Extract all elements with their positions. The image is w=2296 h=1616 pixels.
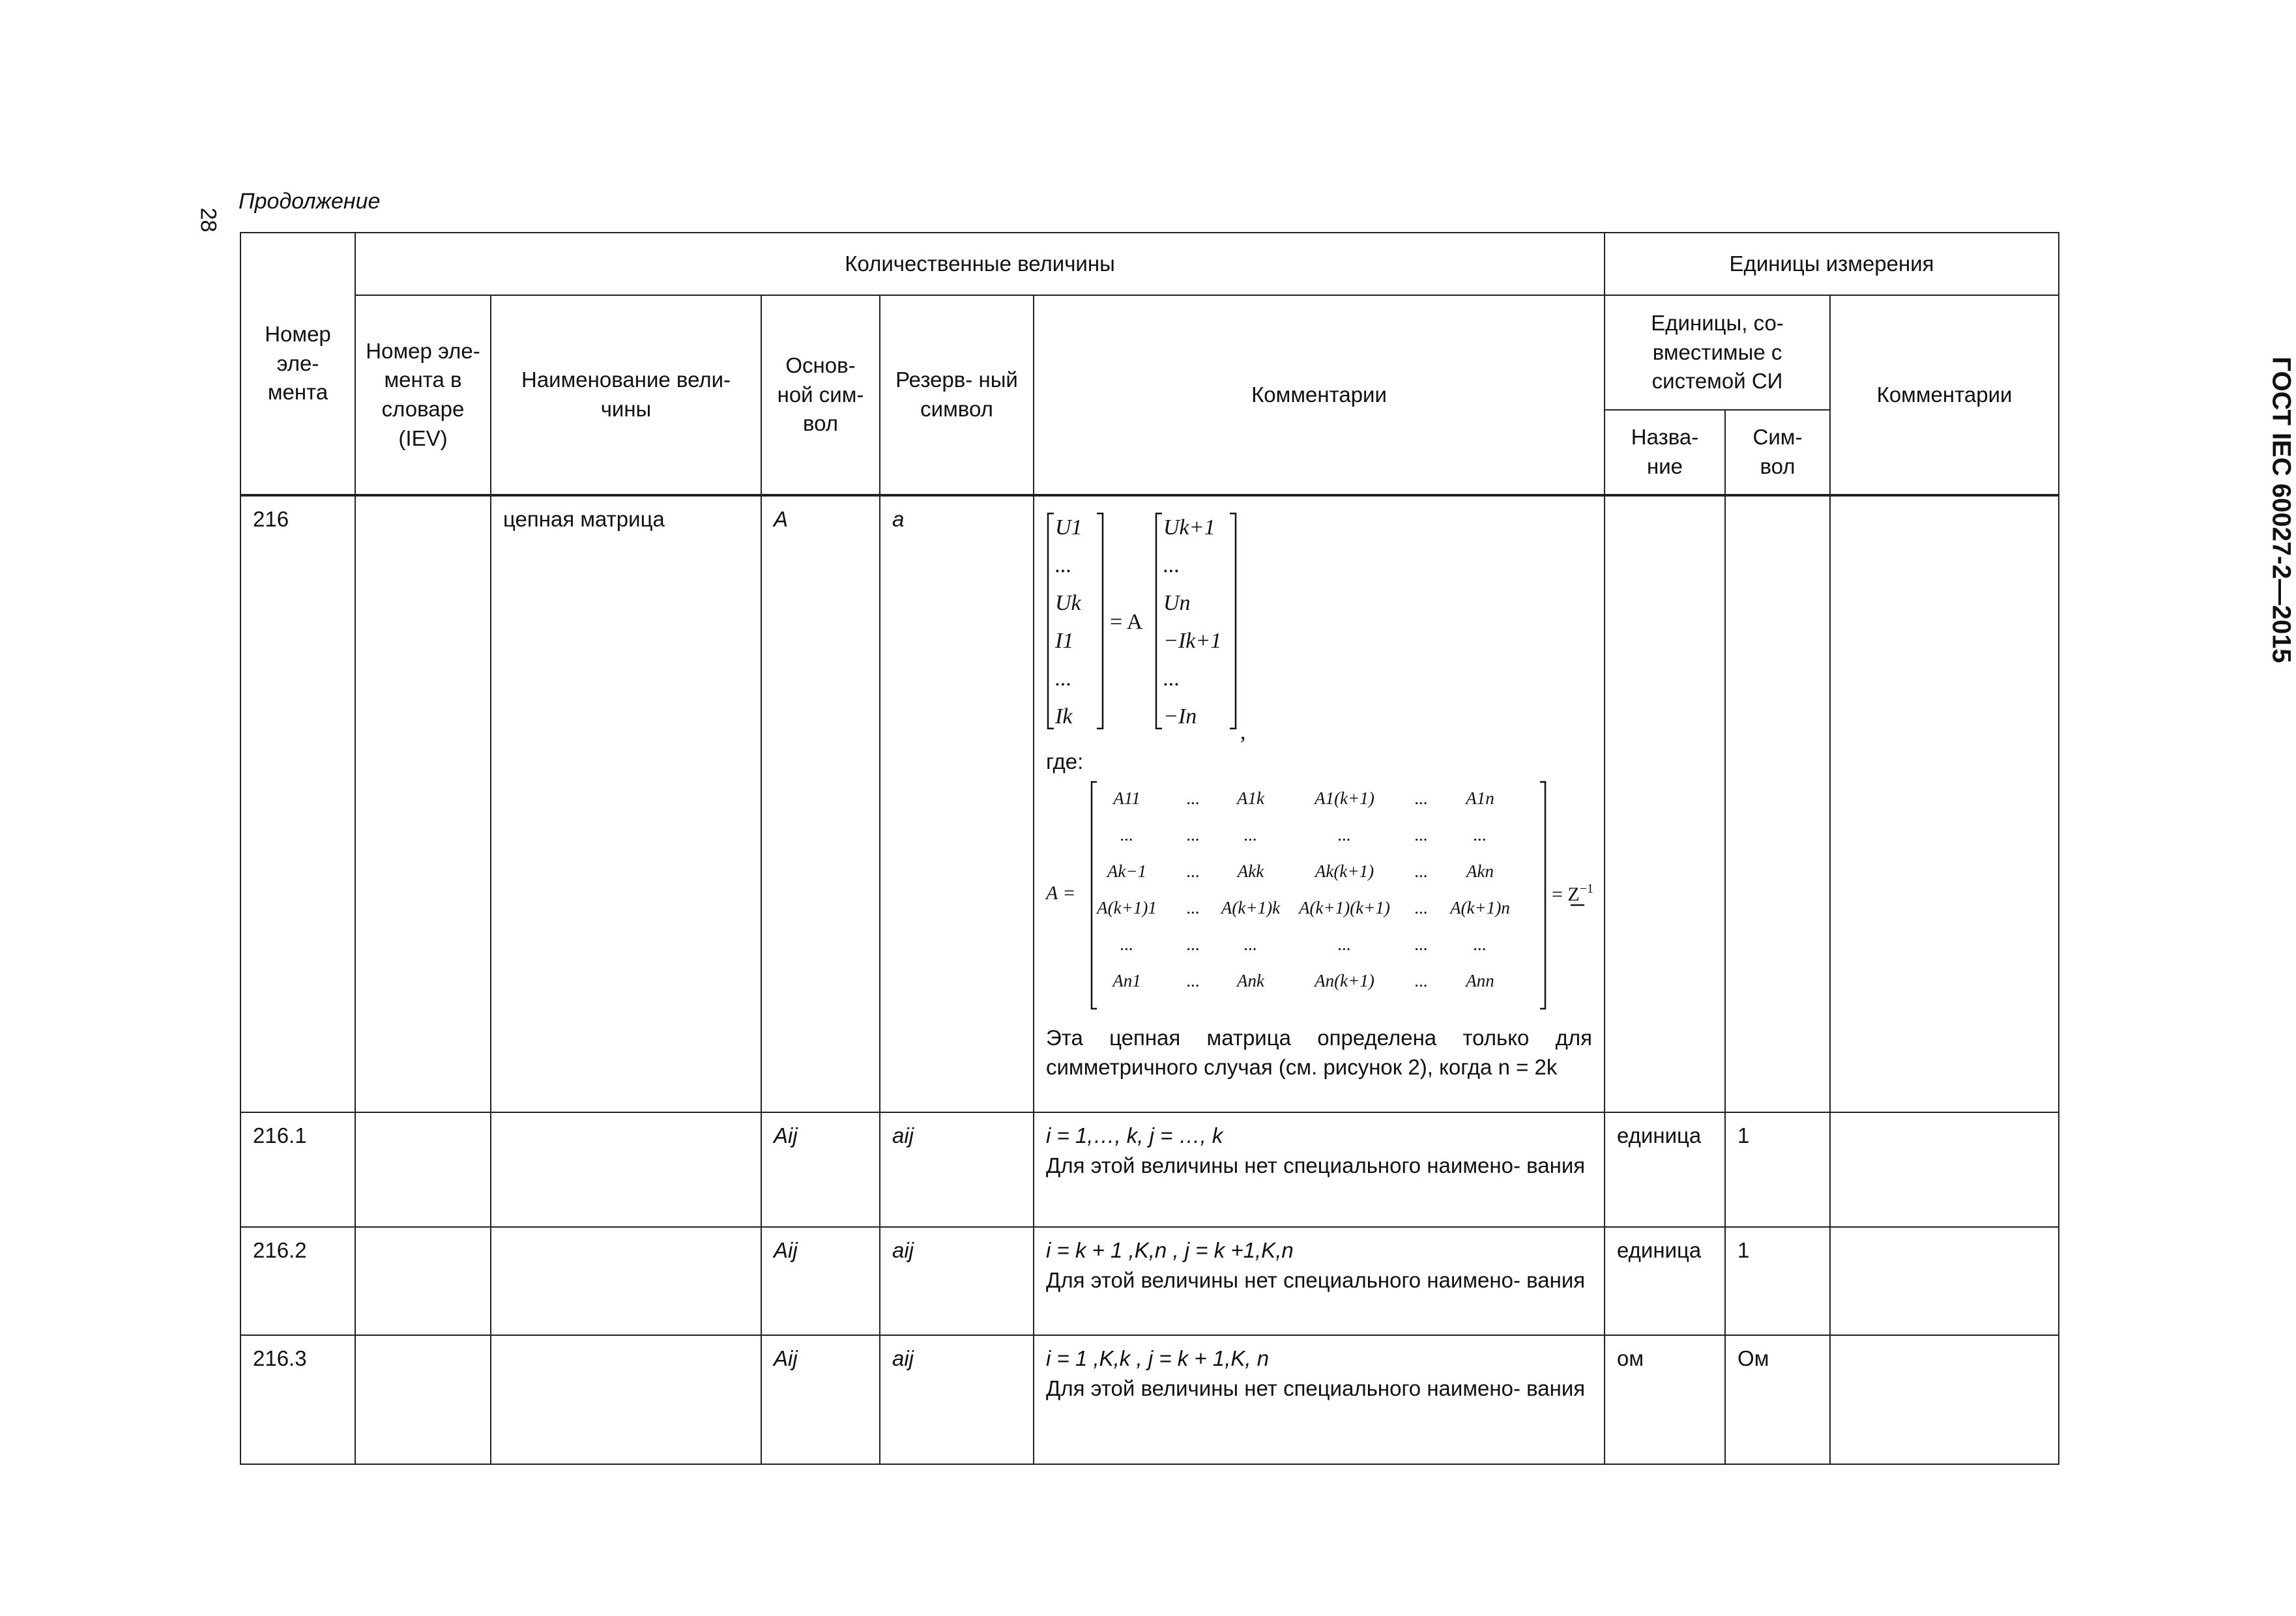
matrix-cell: A(k+1)k [1221,897,1281,917]
row-comment [1034,1335,1605,1464]
eq-right-uk1: Uk+1 [1163,515,1215,540]
matrix-cell: ... [1414,897,1429,917]
row-reserve-symbol: aij [880,1227,1034,1335]
row-number: 216.1 [240,1112,355,1227]
row-number: 216 [240,496,355,1112]
eq-left-u1: U1 [1055,515,1083,540]
row-number: 216.3 [240,1335,355,1464]
matrix-cell: An(k+1) [1315,970,1374,990]
matrix-cell: Akn [1466,861,1494,881]
row-symbol: Aij [761,1227,880,1335]
header-si-units: Единицы, со- вместимые с системой СИ [1605,295,1830,410]
table-row [240,1112,2059,1227]
header-unit-symbol: Сим- вол [1725,410,1830,495]
chain-equation [1046,510,1255,745]
row-symbol: Aij [761,1112,880,1227]
table-row [240,1227,2059,1335]
row-comment [1034,1227,1605,1335]
eq-right-in: −In [1163,704,1197,729]
row-name [491,1335,761,1464]
matrix-cell: A11 [1113,788,1141,808]
row-unit-comment [1830,1112,2059,1227]
row-note: Для этой величины нет специального наимено- вания [1046,1376,1586,1400]
header-iev-number: Номер эле- мента в словаре (IEV) [355,295,491,495]
row-reserve-symbol: a [880,496,1034,1112]
row-unit-comment [1830,496,2059,1112]
row-unit-name [1605,496,1725,1112]
matrix-cell: Ank [1237,970,1264,990]
header-quantity-name: Наименование вели- чины [491,295,761,495]
eq-right-ik1: −Ik+1 [1163,629,1222,653]
row-unit-comment [1830,1335,2059,1464]
matrix-cell: ... [1120,934,1134,954]
matrix-lhs: A = [1046,882,1076,904]
continuation-label: Продолжение [239,189,381,214]
row-unit-symbol: 1 [1725,1227,1830,1335]
matrix-cell: ... [1186,970,1200,990]
table-row [240,496,2059,1112]
row-formula: i = k + 1 ,K,n , j = k +1,K,n [1046,1238,1294,1262]
row-reserve-symbol: aij [880,1112,1034,1227]
eq-left-uk: Uk [1055,591,1081,615]
matrix-cell: A(k+1)n [1450,897,1510,917]
header-unit-comments: Комментарии [1830,295,2059,495]
eq-right-dots2: ... [1163,667,1180,691]
row-iev [355,496,491,1112]
header-element-number: Номер эле- мента [240,233,355,495]
matrix-cell: ... [1120,824,1134,844]
matrix-cell: Akk [1237,861,1264,881]
row-name [491,1112,761,1227]
where-label: где: [1046,749,1084,773]
matrix-cell: A1n [1466,788,1494,808]
matrix-cell: ... [1243,824,1258,844]
row-iev [355,1112,491,1227]
row-unit-name: ом [1605,1335,1725,1464]
matrix-cell: ... [1337,824,1352,844]
matrix-cell: ... [1414,788,1429,808]
matrix-cell: A(k+1)1 [1097,897,1157,917]
eq-left-i1: I1 [1055,629,1074,653]
row-unit-symbol: Ом [1725,1335,1830,1464]
row-reserve-symbol: aij [880,1335,1034,1464]
row-unit-name: единица [1605,1112,1725,1227]
row-note: Эта цепная матрица определена только для симметричного случая (см. рисунок 2), когда n = 2k [1046,1025,1593,1080]
row-number: 216.2 [240,1227,355,1335]
matrix-rhs: = $Z^{-1}$ [1552,881,1594,905]
header-comments: Комментарии [1034,295,1605,495]
eq-right-dots: ... [1163,553,1180,577]
matrix-cell: ... [1414,970,1429,990]
row-name: цепная матрица [491,496,761,1112]
header-main-symbol: Основ- ной сим- вол [761,295,880,495]
matrix-cell: ... [1186,934,1200,954]
matrix-cell: ... [1414,824,1429,844]
matrix-cell: A1(k+1) [1315,788,1374,808]
matrix-cell: ... [1337,934,1352,954]
eq-left-dots: ... [1055,553,1072,577]
row-name [491,1227,761,1335]
header-quantities-group: Количественные величины [355,233,1605,295]
matrix-cell: ... [1473,934,1487,954]
row-comment [1034,496,1605,1112]
matrix-cell: Ann [1466,970,1494,990]
matrix-cell: ... [1186,824,1200,844]
row-unit-symbol [1725,496,1830,1112]
row-unit-comment [1830,1227,2059,1335]
row-formula: i = 1 ,K,k , j = k + 1,K, n [1046,1346,1270,1370]
page-number: 28 [196,207,221,233]
matrix-cell: An1 [1112,970,1141,990]
row-formula: i = 1,…, k, j = …, k [1046,1123,1223,1147]
matrix-cell: ... [1186,897,1200,917]
header-reserve-symbol: Резерв- ный символ [880,295,1034,495]
chain-matrix [1042,777,1603,1017]
row-note: Для этой величины нет специального наимено- вания [1046,1267,1586,1292]
eq-left-dots2: ... [1055,667,1072,691]
eq-mid: = A [1110,610,1143,634]
matrix-cell: ... [1243,934,1258,954]
header-unit-name: Назва- ние [1605,410,1725,495]
standard-code: ГОСТ IEC 60027-2—2015 [2267,356,2296,663]
row-comment [1034,1112,1605,1227]
eq-right-un: Un [1163,591,1191,615]
matrix-cell: Ak(k+1) [1315,861,1374,881]
matrix-cell: ... [1414,861,1429,881]
matrix-cell: A1k [1237,788,1264,808]
row-unit-symbol: 1 [1725,1112,1830,1227]
quantities-table [240,232,2059,1465]
matrix-cell: Ak−1 [1107,861,1147,881]
matrix-cell: ... [1186,861,1200,881]
eq-comma: , [1240,720,1246,744]
table-row [240,1335,2059,1464]
header-units-group: Единицы измерения [1605,233,2059,295]
row-note: Для этой величины нет специального наимено- вания [1046,1153,1586,1177]
row-iev [355,1335,491,1464]
matrix-cell: ... [1473,824,1487,844]
eq-left-ik: Ik [1055,704,1073,729]
row-symbol: A [761,496,880,1112]
row-iev [355,1227,491,1335]
row-symbol: Aij [761,1335,880,1464]
row-unit-name: единица [1605,1227,1725,1335]
matrix-cell: ... [1186,788,1200,808]
matrix-cell: A(k+1)(k+1) [1299,897,1390,917]
matrix-cell: ... [1414,934,1429,954]
